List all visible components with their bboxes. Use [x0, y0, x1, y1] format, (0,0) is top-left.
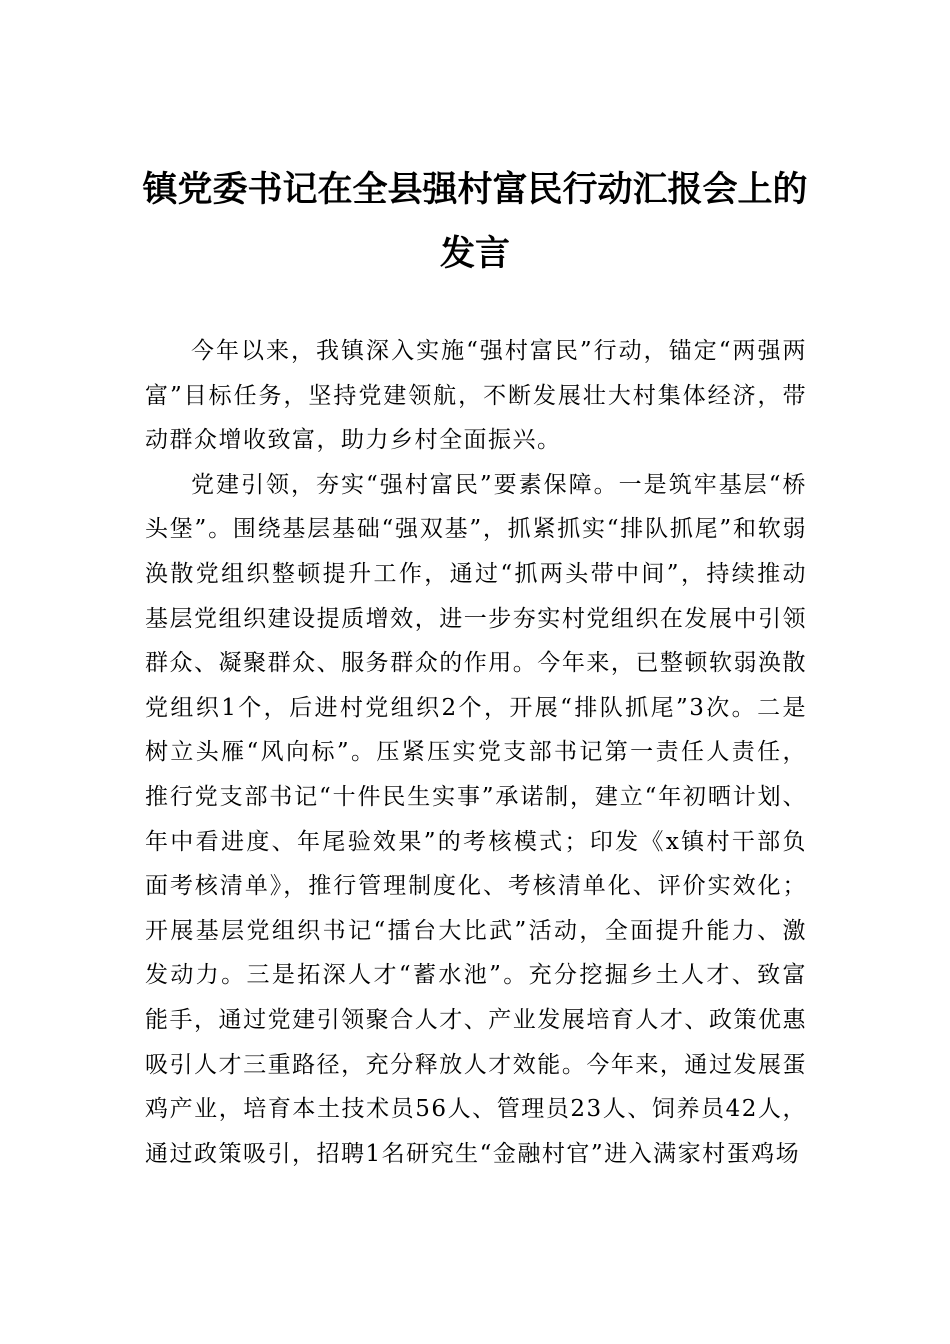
paragraph-party-building: 党建引领，夯实“强村富民”要素保障。一是筑牢基层“桥头堡”。围绕基层基础“强双基”，抓紧抓实“排队抓尾”和软弱涣散党组织整顿提升工作，通过“抓两头带中间”，持续推动基层党组织建设提质增效，进一步夯实村党组织在发展中引领群众、凝聚群众、服务群众的作用。今年来，已整顿软弱涣散党组织1个，后进村党组织2个，开展“排队抓尾”3次。二是树立头雁“风向标”。压紧压实党支部书记第一责任人责任，推行党支部书记“十件民生实事”承诺制，建立“年初晒计划、年中看进度、年尾验效果”的考核模式；印发《x镇村干部负面考核清单》，推行管理制度化、考核清单化、评价实效化；开展基层党组织书记“擂台大比武”活动，全面提升能力、激发动力。三是拓深人才“蓄水池”。充分挖掘乡土人才、致富能手，通过党建引领聚合人才、产业发展培育人才、政策优惠吸引人才三重路径，充分释放人才效能。今年来，通过发展蛋鸡产业，培育本土技术员56人、管理员23人、饲养员42人，通过政策吸引，招聘1名研究生“金融村官”进入满家村蛋鸡场 [145, 471, 807, 1167]
document-body [145, 329, 807, 1176]
paragraph-intro: 今年以来，我镇深入实施“强村富民”行动，锚定“两强两富”目标任务，坚持党建领航，不断发展壮大村集体经济，带动群众增收致富，助力乡村全面振兴。 [145, 338, 807, 454]
document-title: 镇党委书记在全县强村富民行动汇报会上的发言 [142, 169, 808, 274]
